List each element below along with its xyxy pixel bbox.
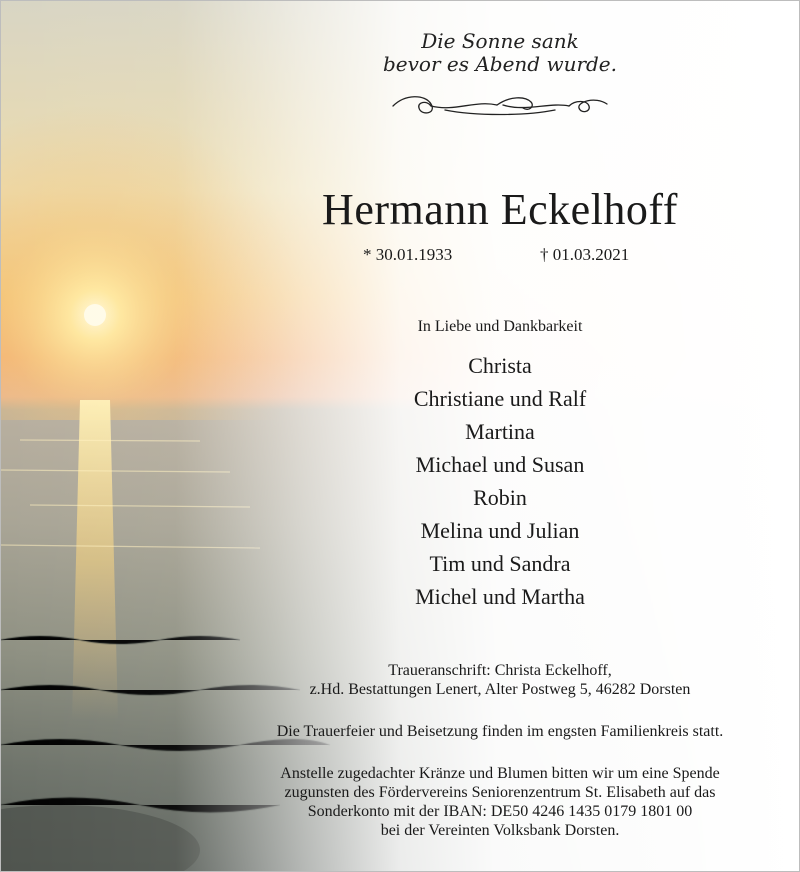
death-date: † 01.03.2021	[540, 245, 630, 264]
deceased-name: Hermann Eckelhoff	[322, 185, 678, 234]
motto-line-1: Die Sonne sank	[421, 29, 579, 53]
mourners-intro: In Liebe und Dankbarkeit	[417, 318, 583, 335]
list-item: Robin	[473, 485, 527, 510]
list-item: Tim und Sandra	[429, 551, 571, 576]
motto-line-2: bevor es Abend wurde.	[382, 52, 618, 76]
birth-date: * 30.01.1933	[363, 245, 453, 264]
donation-request	[215, 764, 785, 840]
address-line-2: z.Hd. Bestattungen Lenert, Alter Postweg 5, 46282 Dorsten	[309, 681, 691, 698]
mourners-list	[330, 349, 670, 613]
ceremony-line-1: Die Trauerfeier und Beisetzung finden im engsten Familienkreis statt.	[276, 723, 724, 740]
list-item: Christiane und Ralf	[413, 386, 587, 411]
donation-line-4: bei der Vereinten Volksbank Dorsten.	[380, 822, 620, 839]
donation-line-1: Anstelle zugedachter Kränze und Blumen bitten wir um eine Spende	[280, 765, 720, 782]
list-item: Martina	[465, 419, 535, 444]
list-item: Melina und Julian	[420, 518, 580, 543]
motto-verse	[330, 30, 670, 76]
donation-line-2: zugunsten des Fördervereins Seniorenzentrum St. Elisabeth auf das	[284, 784, 716, 801]
list-item: Michael und Susan	[415, 452, 585, 477]
list-item: Michel und Martha	[415, 584, 585, 609]
list-item: Christa	[468, 353, 532, 378]
donation-line-3: Sonderkonto mit der IBAN: DE50 4246 1435 0179 1801 00	[307, 803, 693, 820]
flourish-ornament	[385, 90, 615, 120]
mourning-address	[215, 661, 785, 699]
address-line-1: Traueranschrift: Christa Eckelhoff,	[388, 662, 612, 679]
ceremony-note	[215, 722, 785, 741]
